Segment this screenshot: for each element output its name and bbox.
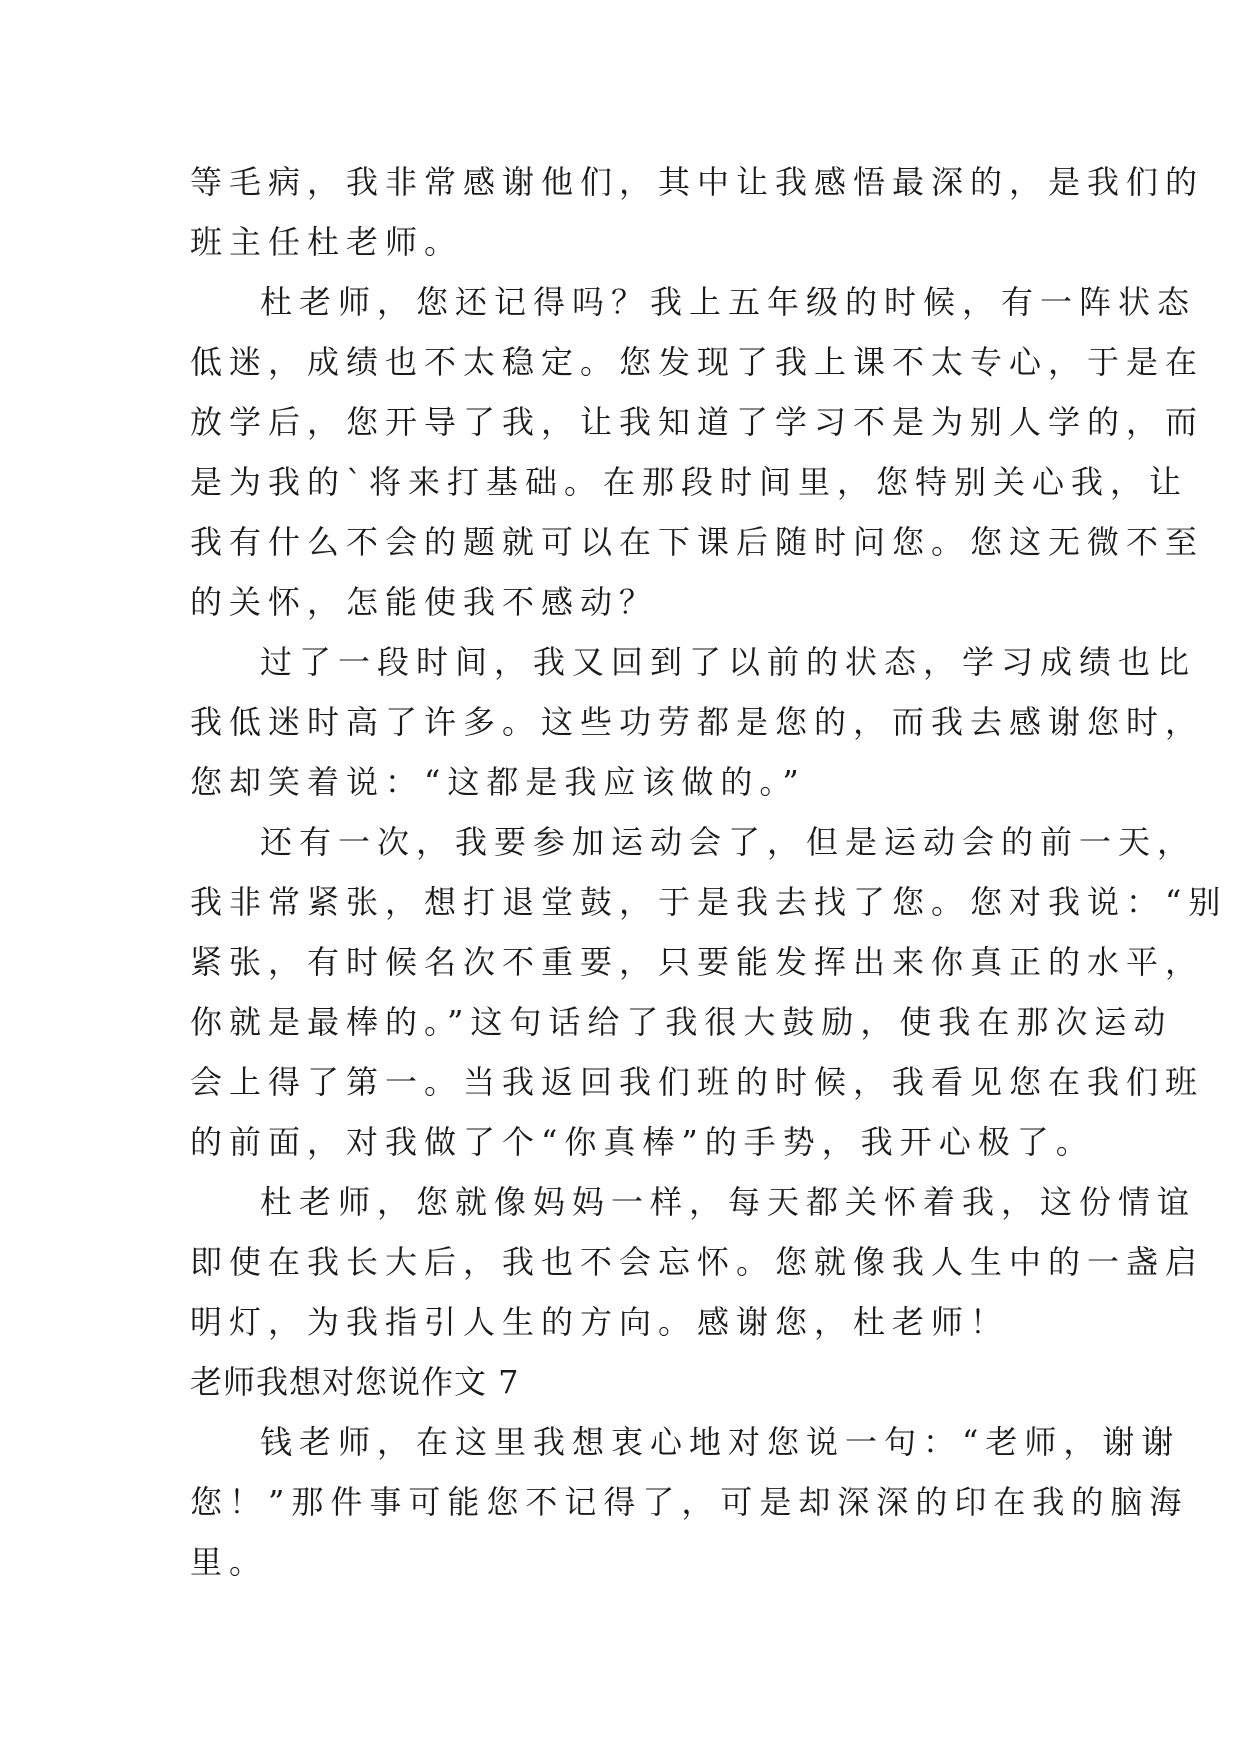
text-line: 低迷，成绩也不太稳定。您发现了我上课不太专心，于是在 — [190, 343, 1205, 381]
text-line: 放学后，您开导了我，让我知道了学习不是为别人学的，而 — [190, 403, 1205, 441]
text-line: 会上得了第一。当我返回我们班的时候，我看见您在我们班 — [190, 1063, 1205, 1101]
document-body — [190, 152, 1228, 1592]
text-line: 杜老师，您就像妈妈一样，每天都关怀着我，这份情谊 — [260, 1183, 1197, 1221]
text-line: 还有一次，我要参加运动会了，但是运动会的前一天， — [260, 823, 1197, 861]
text-line: 里。 — [190, 1543, 269, 1581]
text-line: 你就是最棒的。”这句话给了我很大鼓励，使我在那次运动 — [190, 1003, 1173, 1041]
text-line: 您！”那件事可能您不记得了，可是却深深的印在我的脑海 — [190, 1483, 1189, 1521]
text-line: 杜老师，您还记得吗？我上五年级的时候，有一阵状态 — [260, 283, 1197, 321]
section-heading: 老师我想对您说作文 7 — [190, 1363, 520, 1401]
text-line: 等毛病，我非常感谢他们，其中让我感悟最深的，是我们的 — [190, 163, 1205, 201]
text-line: 过了一段时间，我又回到了以前的状态，学习成绩也比 — [260, 643, 1197, 681]
text-line: 我非常紧张，想打退堂鼓，于是我去找了您。您对我说：“别 — [190, 883, 1228, 921]
text-line: 我低迷时高了许多。这些功劳都是您的，而我去感谢您时， — [190, 703, 1205, 741]
text-line: 紧张，有时候名次不重要，只要能发挥出来你真正的水平， — [190, 943, 1205, 981]
text-line: 班主任杜老师。 — [190, 223, 464, 261]
text-line: 您却笑着说：“这都是我应该做的。” — [190, 763, 806, 801]
text-line: 钱老师，在这里我想衷心地对您说一句：“老师，谢谢 — [260, 1423, 1181, 1461]
text-line: 即使在我长大后，我也不会忘怀。您就像我人生中的一盏启 — [190, 1243, 1205, 1281]
text-line: 明灯，为我指引人生的方向。感谢您，杜老师！ — [190, 1303, 1010, 1341]
text-line: 的前面，对我做了个“你真棒”的手势，我开心极了。 — [190, 1123, 1095, 1161]
text-line: 是为我的`将来打基础。在那段时间里，您特别关心我，让 — [190, 463, 1189, 501]
text-line: 的关怀，怎能使我不感动？ — [190, 583, 659, 621]
text-line: 我有什么不会的题就可以在下课后随时问您。您这无微不至 — [190, 523, 1205, 561]
